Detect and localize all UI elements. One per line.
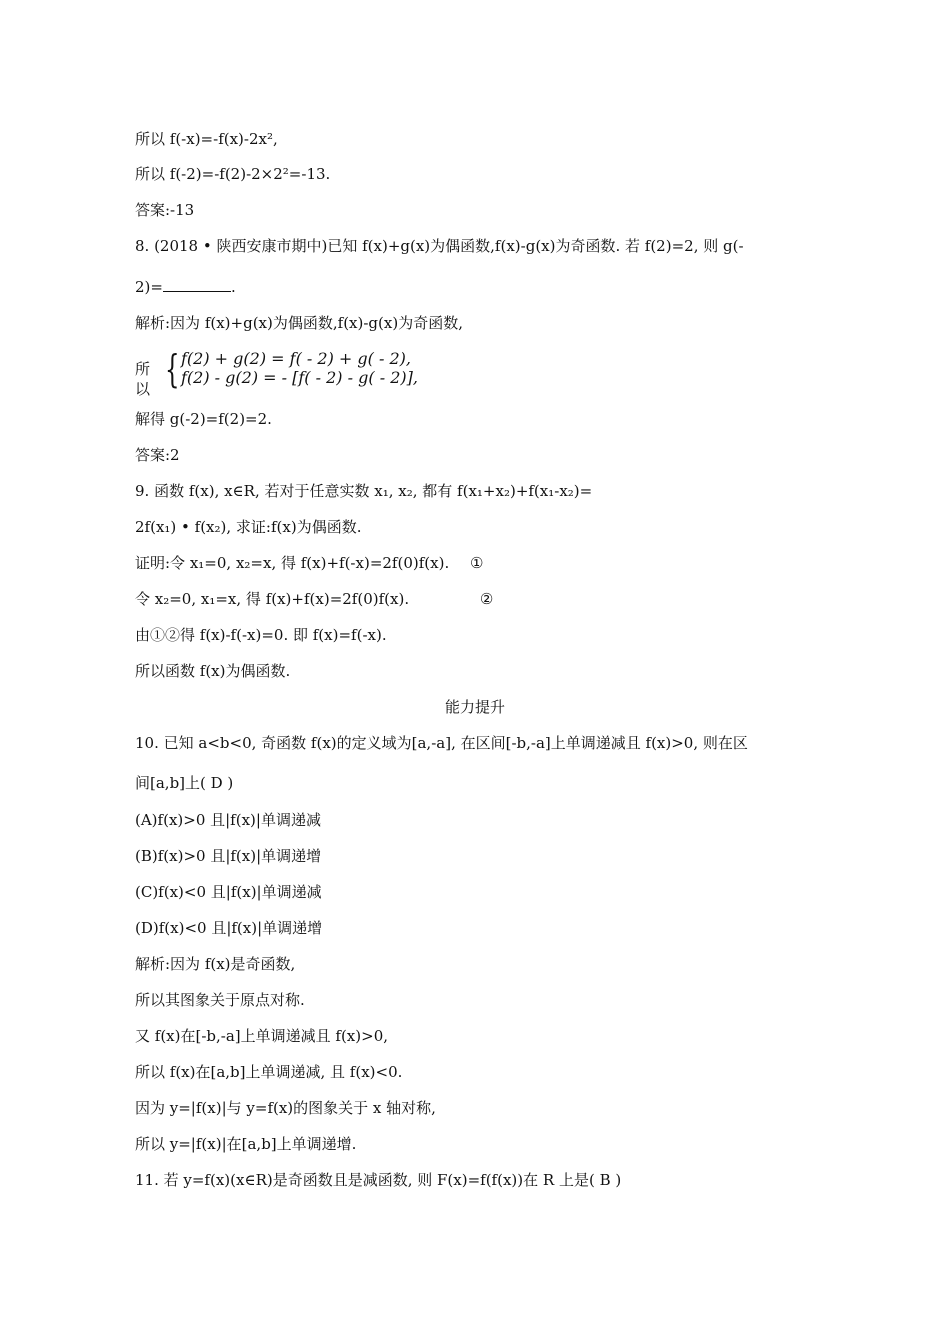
text-fragment: 2)= [135,278,163,296]
text-fragment: . [230,278,236,296]
text-fragment: 证明:令 x₁=0, x₂=x, 得 f(x)+f(-x)=2f(0)f(x). [135,554,450,572]
circled-two-marker: ② [479,590,494,608]
proof-line: 由①②得 f(x)-f(-x)=0. 即 f(x)=f(-x). [135,626,387,644]
solution-line: 所以 f(x)在[a,b]上单调递减, 且 f(x)<0. [135,1063,403,1081]
proof-line [135,553,483,573]
text-line: 所以 f(-2)=-f(2)-2×2²=-13. [135,165,331,183]
option-a: (A)f(x)>0 且|f(x)|单调递减 [135,811,321,829]
section-heading: 能力提升 [444,698,505,716]
option-b: (B)f(x)>0 且|f(x)|单调递增 [135,847,322,865]
text-fragment: 所以 [135,360,151,398]
solution-line: 解析:因为 f(x)是奇函数, [135,955,296,973]
solution-line: 因为 y=|f(x)|与 y=f(x)的图象关于 x 轴对称, [135,1099,436,1117]
question-9-continued: 2f(x₁) • f(x₂), 求证:f(x)为偶函数. [135,518,362,536]
question-10: 10. 已知 a<b<0, 奇函数 f(x)的定义域为[a,-a], 在区间[-b,-a]上单调递减且 f(x)>0, 则在区 [135,734,748,752]
option-c: (C)f(x)<0 且|f(x)|单调递减 [135,883,322,901]
solution-line: 解析:因为 f(x)+g(x)为偶函数,f(x)-g(x)为奇函数, [135,314,463,332]
proof-line [135,589,493,609]
proof-conclusion: 所以函数 f(x)为偶函数. [135,662,291,680]
solution-line: 所以 y=|f(x)|在[a,b]上单调递增. [135,1135,357,1153]
question-8: 8. (2018 • 陕西安康市期中)已知 f(x)+g(x)为偶函数,f(x)-g(x)为奇函数. 若 f(2)=2, 则 g(- [135,237,744,255]
left-brace-icon: { [165,347,180,391]
answer-line: 答案:-13 [135,201,195,219]
text-fragment: 令 x₂=0, x₁=x, 得 f(x)+f(x)=2f(0)f(x). [135,590,410,608]
solution-line: 又 f(x)在[-b,-a]上单调递减且 f(x)>0, [135,1027,389,1045]
question-9: 9. 函数 f(x), x∈R, 若对于任意实数 x₁, x₂, 都有 f(x₁+x₂)+f(x₁-x₂)= [135,482,593,500]
answer-line: 答案:2 [135,446,180,464]
option-d: (D)f(x)<0 且|f(x)|单调递增 [135,919,323,937]
question-11: 11. 若 y=f(x)(x∈R)是奇函数且是减函数, 则 F(x)=f(f(x))在 R 上是( B ) [135,1171,622,1189]
answer-blank [163,277,231,292]
question-8-continued [135,277,236,297]
equation-1: f(2) + g(2) = f( - 2) + g( - 2), [181,349,411,368]
text-line: 所以 f(-x)=-f(x)-2x², [135,130,278,148]
equation-2: f(2) - g(2) = - [f( - 2) - g( - 2)], [181,368,418,387]
question-10-continued: 间[a,b]上( D ) [135,774,234,792]
solution-line: 所以其图象关于原点对称. [135,991,305,1009]
text-line: 解得 g(-2)=f(2)=2. [135,410,272,428]
circled-one-marker: ① [470,554,484,572]
